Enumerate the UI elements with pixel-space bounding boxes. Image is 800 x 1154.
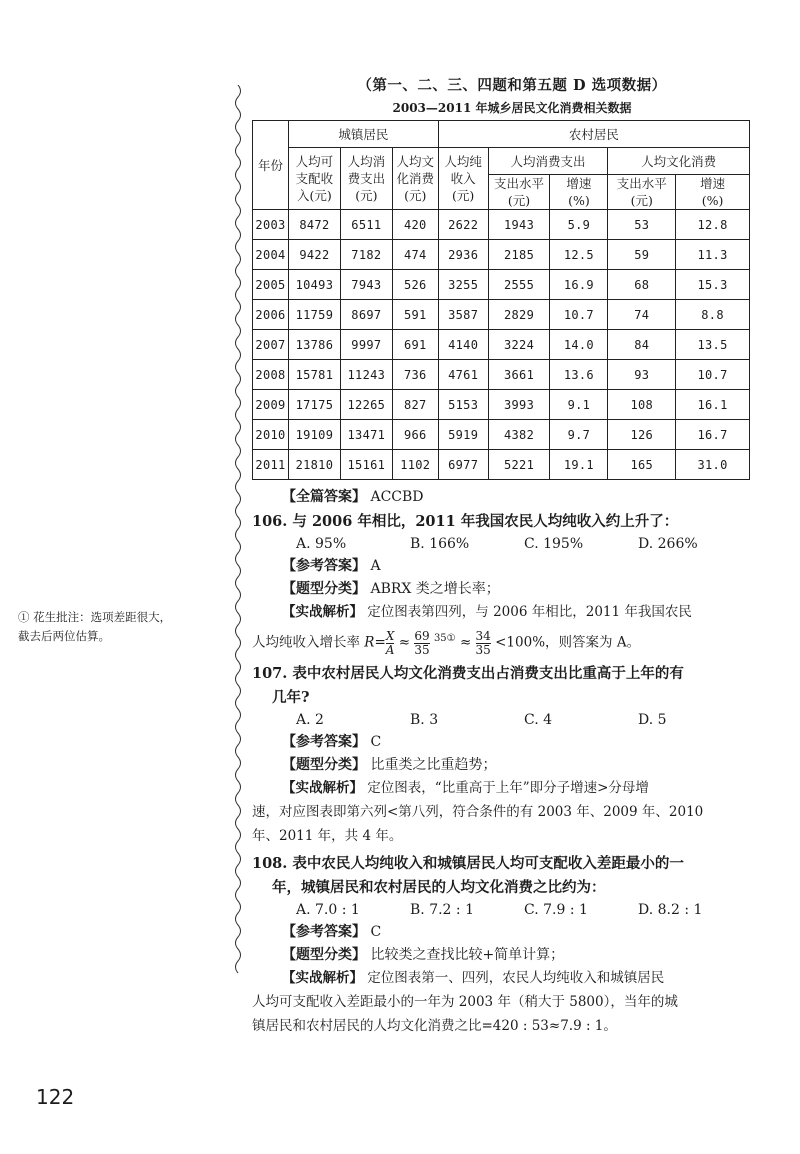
ref-value: C: [370, 923, 382, 940]
analysis-label: 【实战解析】: [282, 779, 363, 796]
header-rural-culture: 人均文化消费: [608, 148, 750, 175]
row-year-cell: 2008: [253, 360, 289, 390]
table-cell: 19.1: [550, 450, 608, 480]
footnote-sup: 35①: [433, 633, 456, 644]
option-b: B. 166%: [410, 536, 470, 552]
table-row: [253, 210, 750, 240]
header-urban-culture: 人均文 化消费 (元): [392, 148, 438, 210]
row-year-cell: 2011: [253, 450, 289, 480]
header-urban: 城镇居民: [288, 121, 438, 148]
table-row: [253, 240, 750, 270]
table-cell: 2829: [488, 300, 550, 330]
table-cell: 15.3: [676, 270, 750, 300]
table-cell: 68: [608, 270, 676, 300]
row-year-cell: 2003: [253, 210, 289, 240]
table-subtitle: 2003—2011 年城乡居民文化消费相关数据: [392, 101, 632, 115]
table-cell: 19109: [288, 420, 340, 450]
table-cell: 14.0: [550, 330, 608, 360]
header-rural: 农村居民: [438, 121, 749, 148]
table-cell: 2622: [438, 210, 488, 240]
question-107-analysis-2: 速，对应图表即第六列<第八列，符合条件的有 2003 年、2009 年、2010: [252, 803, 704, 820]
table-row: [253, 270, 750, 300]
type-label: 【题型分类】: [282, 581, 366, 597]
table-cell: 12.5: [550, 240, 608, 270]
ref-label: 【参考答案】: [282, 558, 366, 574]
table-cell: 4382: [488, 420, 550, 450]
question-108-ref: [252, 921, 772, 941]
table-cell: 420: [392, 210, 438, 240]
question-108: [252, 852, 772, 876]
question-108-analysis-2: 人均可支配收入差距最小的一年为 2003 年（稍大于 5800），当年的城: [252, 993, 678, 1010]
side-annotation: [18, 608, 236, 646]
analysis-text-1: 定位图表第四列，与 2006 年相比，2011 年我国农民: [367, 604, 692, 620]
table-row: [253, 420, 750, 450]
row-year-cell: 2006: [253, 300, 289, 330]
option-c: C. 4: [524, 711, 553, 728]
question-107-text-2: 几年?: [272, 688, 310, 706]
question-107-text-1: 表中农村居民人均文化消费支出占消费支出比重高于上年的有: [292, 664, 684, 682]
approx-2: ≈: [459, 634, 472, 651]
row-year-cell: 2010: [253, 420, 289, 450]
type-value: 比重类之比重趋势；: [370, 756, 497, 773]
table-cell: 4761: [438, 360, 488, 390]
table-cell: 827: [392, 390, 438, 420]
header-culture-growth: 增速 (%): [676, 175, 750, 210]
table-cell: 6511: [340, 210, 392, 240]
table-cell: 126: [608, 420, 676, 450]
header-rural-spend: 人均消费支出: [488, 148, 608, 175]
question-108-analysis: [252, 966, 772, 990]
table-cell: 2936: [438, 240, 488, 270]
question-107-options: [252, 712, 772, 728]
fraction-x-a: $\frac{X}{A}$: [385, 628, 395, 657]
header-urban-income: 人均可 支配收 入(元): [288, 148, 340, 210]
question-108-text-2: 年，城镇居民和农村居民的人均文化消费之比约为：: [272, 878, 606, 896]
type-label: 【题型分类】: [282, 756, 366, 773]
table-cell: 10493: [288, 270, 340, 300]
table-cell: 6977: [438, 450, 488, 480]
table-cell: 3587: [438, 300, 488, 330]
table-cell: 16.7: [676, 420, 750, 450]
table-cell: 93: [608, 360, 676, 390]
question-106: [252, 510, 772, 534]
option-a: A. 2: [296, 711, 324, 728]
table-cell: 9.7: [550, 420, 608, 450]
question-107: [252, 662, 772, 686]
overall-answers-value: ACCBD: [370, 489, 424, 505]
formula-intro: 人均纯收入增长率: [252, 634, 365, 651]
question-106-formula: [252, 624, 772, 658]
table-cell: 31.0: [676, 450, 750, 480]
table-row: [253, 300, 750, 330]
table-cell: 691: [392, 330, 438, 360]
table-cell: 526: [392, 270, 438, 300]
table-cell: 736: [392, 360, 438, 390]
question-107-analysis-3: 年、2011 年，共 4 年。: [252, 827, 403, 844]
question-108-options: [252, 902, 772, 918]
main-content: [252, 74, 772, 1038]
table-cell: 15161: [340, 450, 392, 480]
table-cell: 3224: [488, 330, 550, 360]
table-cell: 9.1: [550, 390, 608, 420]
table-cell: 2185: [488, 240, 550, 270]
table-cell: 7943: [340, 270, 392, 300]
table-cell: 108: [608, 390, 676, 420]
fraction-69-35: $\frac{69}{35}$: [414, 628, 430, 657]
table-cell: 74: [608, 300, 676, 330]
option-b: B. 7.2 : 1: [410, 901, 474, 918]
question-107-ref: [252, 731, 772, 751]
table-cell: 1943: [488, 210, 550, 240]
overall-answers: [252, 486, 772, 506]
question-106-type: [252, 578, 772, 598]
option-b: B. 3: [410, 711, 439, 728]
question-108-number: 108.: [252, 854, 288, 872]
table-cell: 10.7: [550, 300, 608, 330]
approx-1: ≈: [398, 634, 411, 651]
question-107-type: [252, 754, 772, 774]
table-cell: 5919: [438, 420, 488, 450]
row-year-cell: 2005: [253, 270, 289, 300]
table-cell: 5.9: [550, 210, 608, 240]
table-body: [253, 210, 750, 480]
table-cell: 13786: [288, 330, 340, 360]
question-106-text: 与 2006 年相比，2011 年我国农民人均纯收入约上升了：: [292, 513, 679, 530]
page-number: 122: [36, 1085, 75, 1109]
table-cell: 12.8: [676, 210, 750, 240]
question-106-ref: [252, 555, 772, 575]
table-cell: 966: [392, 420, 438, 450]
option-d: D. 266%: [638, 536, 698, 552]
table-cell: 8697: [340, 300, 392, 330]
table-cell: 474: [392, 240, 438, 270]
table-cell: 16.1: [676, 390, 750, 420]
type-value: 比较类之查找比较+简单计算；: [370, 946, 565, 963]
question-106-analysis: [252, 600, 772, 624]
header-spend-growth: 增速 (%): [550, 175, 608, 210]
option-a: A. 95%: [296, 536, 347, 552]
table-cell: 3255: [438, 270, 488, 300]
table-cell: 17175: [288, 390, 340, 420]
table-title: （第一、二、三、四题和第五题 D 选项数据）: [357, 77, 667, 94]
table-cell: 12265: [340, 390, 392, 420]
data-table: [252, 120, 750, 480]
question-107-analysis: [252, 776, 772, 800]
table-cell: 591: [392, 300, 438, 330]
table-cell: 8.8: [676, 300, 750, 330]
header-rural-income: 人均纯 收入 (元): [438, 148, 488, 210]
table-cell: 13.6: [550, 360, 608, 390]
fraction-34-35: $\frac{34}{35}$: [475, 628, 491, 657]
table-cell: 2555: [488, 270, 550, 300]
ref-value: C: [370, 733, 382, 750]
row-year-cell: 2007: [253, 330, 289, 360]
row-year-cell: 2009: [253, 390, 289, 420]
table-cell: 9422: [288, 240, 340, 270]
table-cell: 7182: [340, 240, 392, 270]
option-c: C. 7.9 : 1: [524, 901, 588, 918]
table-cell: 13.5: [676, 330, 750, 360]
header-year: 年份: [253, 121, 289, 210]
question-106-number: 106.: [252, 513, 288, 530]
question-108-type: [252, 944, 772, 964]
table-cell: 1102: [392, 450, 438, 480]
question-108-analysis-3: 镇居民和农村居民的人均文化消费之比=420 : 53≈7.9 : 1。: [252, 1017, 617, 1034]
type-label: 【题型分类】: [282, 946, 366, 963]
analysis-text-1: 定位图表，“比重高于上年”即分子增速>分母增: [367, 779, 649, 796]
side-note-line-2: 截去后两位估算。: [18, 629, 110, 643]
table-cell: 9997: [340, 330, 392, 360]
table-row: [253, 390, 750, 420]
analysis-label: 【实战解析】: [282, 969, 363, 986]
table-cell: 3993: [488, 390, 550, 420]
table-row: [253, 330, 750, 360]
table-cell: 59: [608, 240, 676, 270]
table-row: [253, 360, 750, 390]
table-cell: 5153: [438, 390, 488, 420]
side-note-line-1: ① 花生批注：选项差距很大，: [18, 610, 172, 624]
table-cell: 4140: [438, 330, 488, 360]
ref-label: 【参考答案】: [282, 733, 366, 750]
option-d: D. 5: [638, 711, 667, 728]
table-cell: 3661: [488, 360, 550, 390]
question-106-options: [252, 536, 772, 552]
header-spend-level: 支出水平 (元): [488, 175, 550, 210]
ref-value: A: [370, 558, 381, 574]
option-c: C. 195%: [524, 536, 584, 552]
header-urban-spend: 人均消 费支出 (元): [340, 148, 392, 210]
question-108-text-1: 表中农民人均纯收入和城镇居民人均可支配收入差距最小的一: [292, 854, 684, 872]
ref-label: 【参考答案】: [282, 923, 366, 940]
question-107-number: 107.: [252, 664, 288, 682]
table-cell: 8472: [288, 210, 340, 240]
option-a: A. 7.0 : 1: [296, 901, 360, 918]
table-cell: 13471: [340, 420, 392, 450]
header-culture-level: 支出水平 (元): [608, 175, 676, 210]
analysis-label: 【实战解析】: [282, 604, 363, 620]
table-cell: 21810: [288, 450, 340, 480]
table-cell: 84: [608, 330, 676, 360]
formula-tail: <100%，则答案为 A。: [495, 634, 641, 651]
table-row: [253, 450, 750, 480]
table-cell: 165: [608, 450, 676, 480]
formula-r: R=: [364, 634, 386, 651]
table-cell: 53: [608, 210, 676, 240]
row-year-cell: 2004: [253, 240, 289, 270]
table-cell: 11759: [288, 300, 340, 330]
table-cell: 15781: [288, 360, 340, 390]
analysis-text-1: 定位图表第一、四列，农民人均纯收入和城镇居民: [367, 969, 665, 986]
table-cell: 10.7: [676, 360, 750, 390]
type-value: ABRX 类之增长率；: [370, 581, 500, 597]
option-d: D. 8.2 : 1: [638, 901, 703, 918]
binding-wavy-line: [232, 85, 244, 1070]
table-cell: 16.9: [550, 270, 608, 300]
overall-answers-label: 【全篇答案】: [282, 489, 366, 505]
table-cell: 11243: [340, 360, 392, 390]
table-cell: 5221: [488, 450, 550, 480]
table-cell: 11.3: [676, 240, 750, 270]
